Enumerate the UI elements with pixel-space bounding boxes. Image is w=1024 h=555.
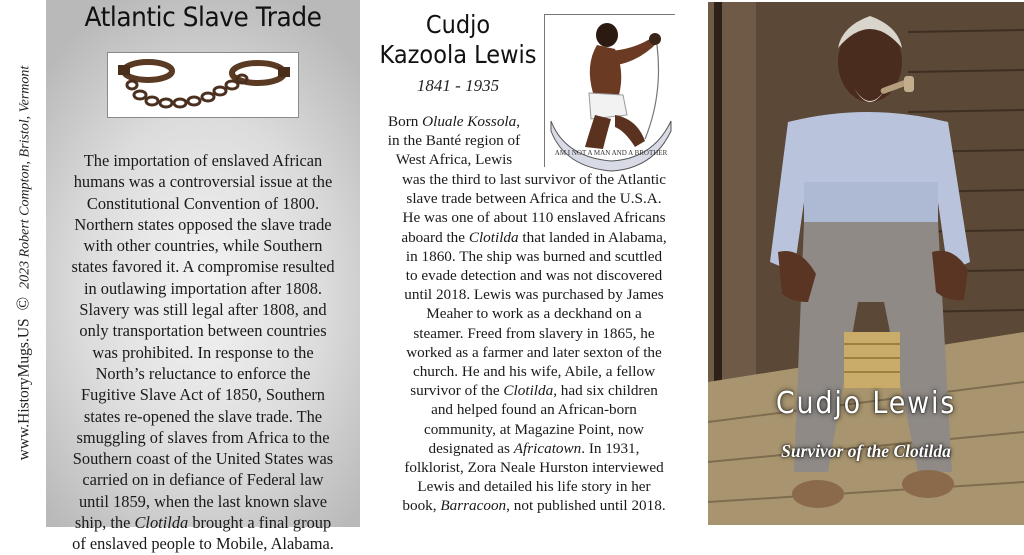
text: brought a final group — [188, 513, 332, 533]
ship-name: Clotilda — [468, 228, 519, 246]
body-line: Fugitive Slave Act of 1850, Southern — [80, 385, 326, 405]
body-line: folklorist, Zora Neale Hurston interviewed — [404, 459, 664, 477]
shackles-icon — [108, 53, 298, 117]
middle-last-name: Kazoola Lewis — [379, 40, 537, 69]
credit-strip — [0, 0, 46, 527]
text: , — [516, 113, 521, 130]
life-dates: 1841 - 1935 — [416, 76, 500, 95]
body-line: community, at Magazine Point, now — [423, 420, 645, 438]
slave-trade-description — [46, 150, 360, 555]
body-line: until 2018. Lewis was purchased by James — [404, 286, 664, 304]
text: designated as — [428, 439, 514, 457]
text: aboard the — [401, 228, 469, 246]
text: . In 1931, — [581, 439, 640, 457]
body-line: with other countries, while Southern — [83, 236, 323, 256]
portrait-photo — [708, 2, 1024, 525]
town-name: Africatown — [513, 439, 582, 457]
body-line: states re-opened the slave trade. The — [83, 406, 323, 426]
copyright-icon: © — [12, 296, 33, 311]
text: that landed in Alabama, — [518, 228, 667, 246]
body-line — [360, 381, 708, 400]
first-name: Cudjo — [425, 10, 491, 39]
body-line: of enslaved people to Mobile, Alabama. — [72, 534, 334, 554]
kneeling-man-icon — [545, 15, 676, 168]
body-line: He was one of about 110 enslaved Africans — [402, 209, 666, 227]
text: Born — [387, 113, 423, 130]
atlantic-slave-trade-panel — [46, 0, 360, 554]
body-line: and helped found an African-born — [431, 401, 637, 419]
body-line: West Africa, Lewis — [395, 151, 513, 169]
copyright-owner: 2023 Robert Compton, Bristol, Vermont — [17, 65, 33, 289]
body-line — [50, 512, 356, 533]
text: survivor of the — [410, 382, 504, 400]
copyright-notice — [13, 66, 34, 461]
text: , had six children — [553, 382, 658, 400]
ship-name: Clotilda — [134, 513, 189, 533]
body-line: worked as a farmer and later sexton of the — [406, 343, 662, 361]
photo-caption-name: Cudjo Lewis — [775, 386, 957, 421]
body-line: North’s reluctance to enforce the — [95, 363, 311, 383]
body-line: was prohibited. In response to the — [92, 342, 314, 362]
body-line: steamer. Freed from slavery in 1865, he — [413, 324, 655, 342]
body-line: Northern states opposed the slave trade — [74, 214, 332, 234]
ship-name: Clotilda — [503, 382, 554, 400]
body-line: slave trade between Africa and the U.S.A. — [406, 190, 662, 208]
body-line — [360, 439, 708, 458]
body-line — [360, 112, 548, 131]
abolitionist-medallion-image — [544, 14, 675, 167]
body-line: in 1860. The ship was burned and scuttled — [405, 247, 663, 265]
person-name — [370, 10, 546, 70]
biography-panel — [360, 0, 708, 527]
text: ship, the — [74, 513, 135, 533]
photo-caption-subtitle: Survivor of the Clotilda — [781, 441, 951, 461]
text: , not published until 2018. — [506, 497, 666, 515]
text: book, — [402, 497, 441, 515]
birth-name: Oluale Kossola — [422, 113, 517, 130]
body-line: to evade detection and was not discovered — [405, 267, 663, 285]
body-line: church. He and his wife, Abile, a fellow — [412, 363, 656, 381]
body-line: in the Banté region of — [387, 132, 521, 150]
website-link[interactable]: www.HistoryMugs.US — [15, 318, 33, 461]
body-line: humans was a controversial issue at the — [73, 172, 333, 192]
body-line — [360, 228, 708, 247]
body-line — [360, 496, 708, 515]
body-line: carried on in defiance of Federal law — [82, 470, 324, 490]
body-line: Constitutional Convention of 1800. — [86, 193, 320, 213]
panel-title: Atlantic Slave Trade — [84, 2, 322, 33]
body-line: Southern coast of the United States was — [72, 449, 334, 469]
body-line: smuggling of slaves from Africa to the — [76, 427, 330, 447]
body-line: only transportation between countries — [79, 321, 327, 341]
body-line: Meaher to work as a deckhand on a — [426, 305, 642, 323]
body-line: in outlawing importation after 1808. — [83, 278, 323, 298]
shackles-image — [107, 52, 299, 118]
body-line: states favored it. A compromise resulted — [71, 257, 335, 277]
body-line: Lewis and detailed his life story in her — [417, 478, 651, 496]
body-line: until 1859, when the last known slave — [78, 491, 328, 511]
birth-info — [360, 112, 548, 170]
biography-text — [360, 170, 708, 516]
body-line: The importation of enslaved African — [83, 151, 323, 170]
body-line: was the third to last survivor of the Atlantic — [401, 171, 667, 188]
svg-text:AM I NOT A MAN AND A BROTHER: AM I NOT A MAN AND A BROTHER — [554, 149, 668, 157]
body-line: Slavery was still legal after 1808, and — [79, 300, 327, 320]
book-title: Barracoon — [440, 497, 507, 515]
